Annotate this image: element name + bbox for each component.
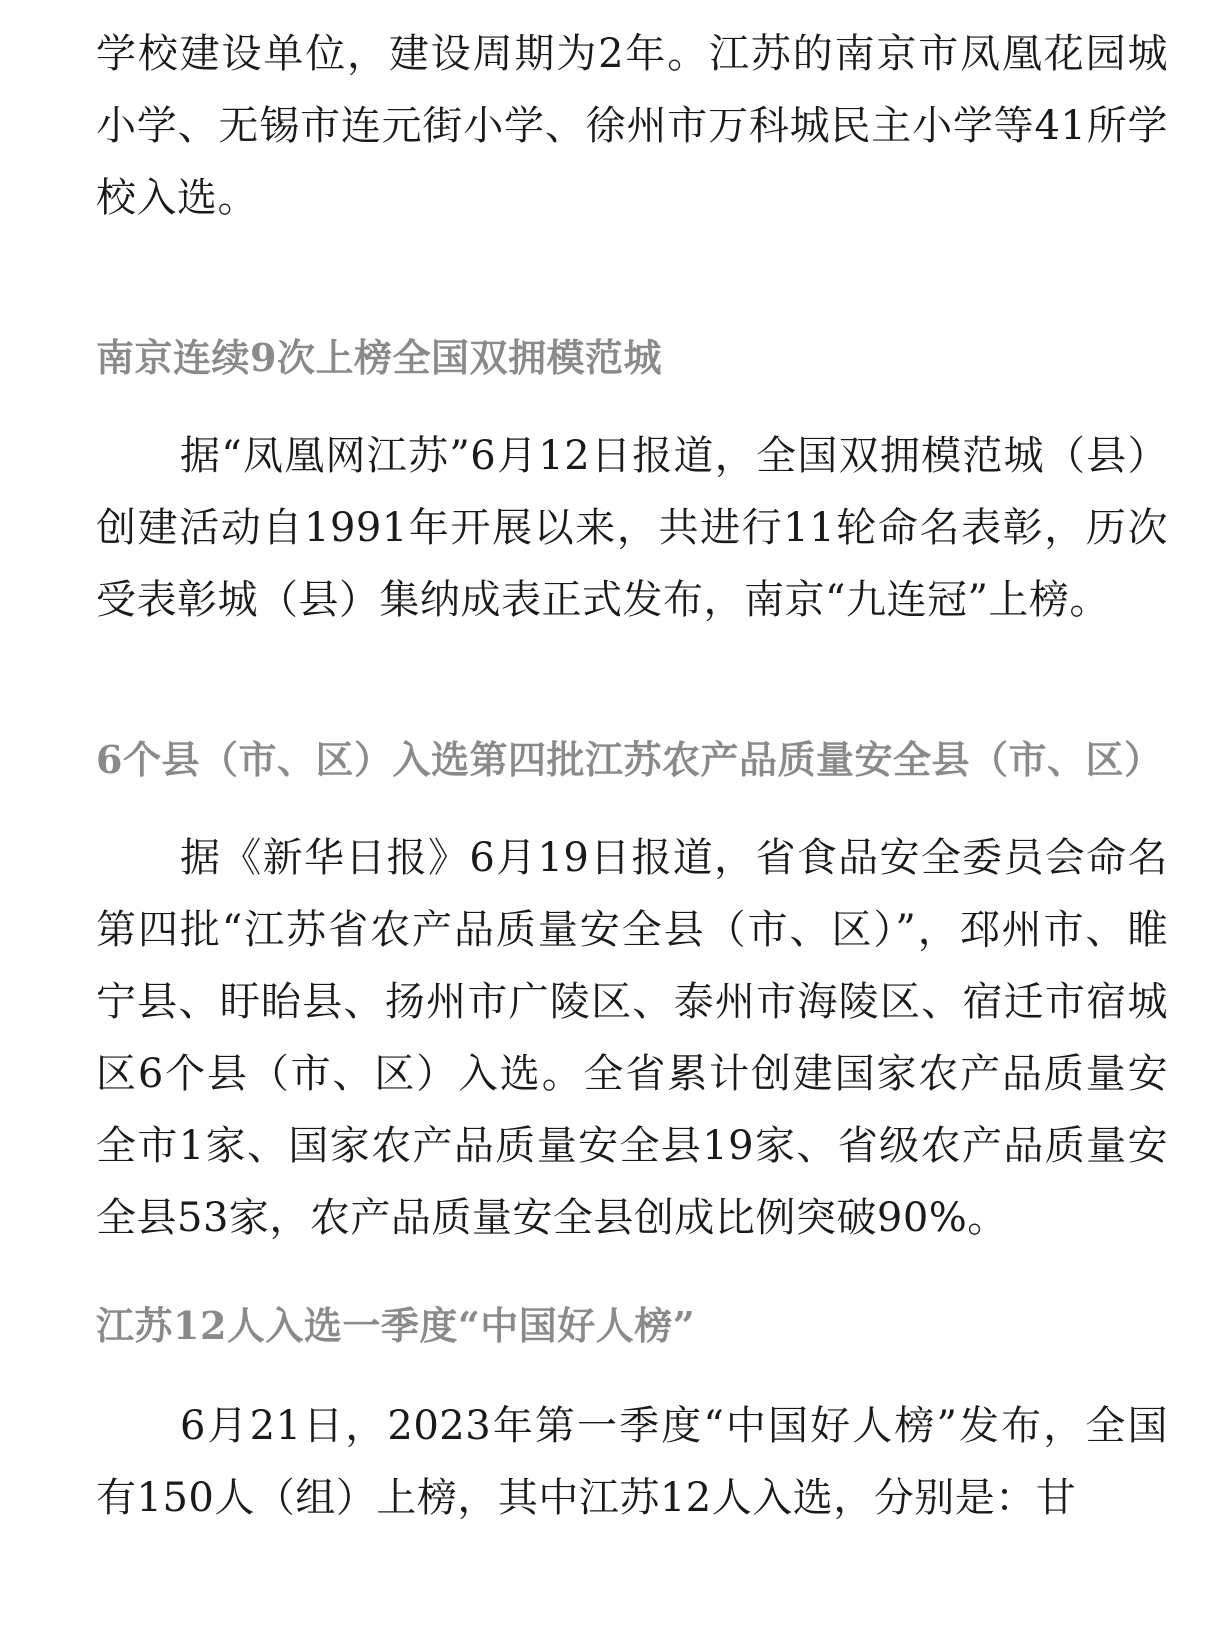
paragraph-agri-quality-counties: 据《新华日报》6月19日报道，省食品安全委员会命名第四批“江苏省农产品质量安全县（市、区）”，邳州市、睢宁县、盱眙县、扬州市广陵区、泰州市海陵区、宿迁市宿城区6个县（市、区）入选。全省累计创建国家农产品质量安全市1家、国家农产品质量安全县19家、省级农产品质量安全县53家，农产品质量安全县创成比例突破90%。 — [96, 835, 1168, 1241]
heading-nanjing-double-support: 南京连续9次上榜全国双拥模范城 — [96, 335, 662, 380]
paragraph-good-people-list: 6月21日，2023年第一季度“中国好人榜”发布，全国有150人（组）上榜，其中江苏12人入选，分别是：甘 — [96, 1403, 1168, 1521]
heading-agri-quality-counties: 6个县（市、区）入选第四批江苏农产品质量安全县（市、区） — [96, 737, 1163, 782]
paragraph-school-construction: 学校建设单位，建设周期为2年。江苏的南京市凤凰花园城小学、无锡市连元街小学、徐州市万科城民主小学等41所学校入选。 — [96, 31, 1168, 221]
heading-good-people-list: 江苏12人入选一季度“中国好人榜” — [96, 1303, 696, 1348]
paragraph-nanjing-double-support: 据“凤凰网江苏”6月12日报道，全国双拥模范城（县）创建活动自1991年开展以来，共进行11轮命名表彰，历次受表彰城（县）集纳成表正式发布，南京“九连冠”上榜。 — [96, 433, 1168, 623]
